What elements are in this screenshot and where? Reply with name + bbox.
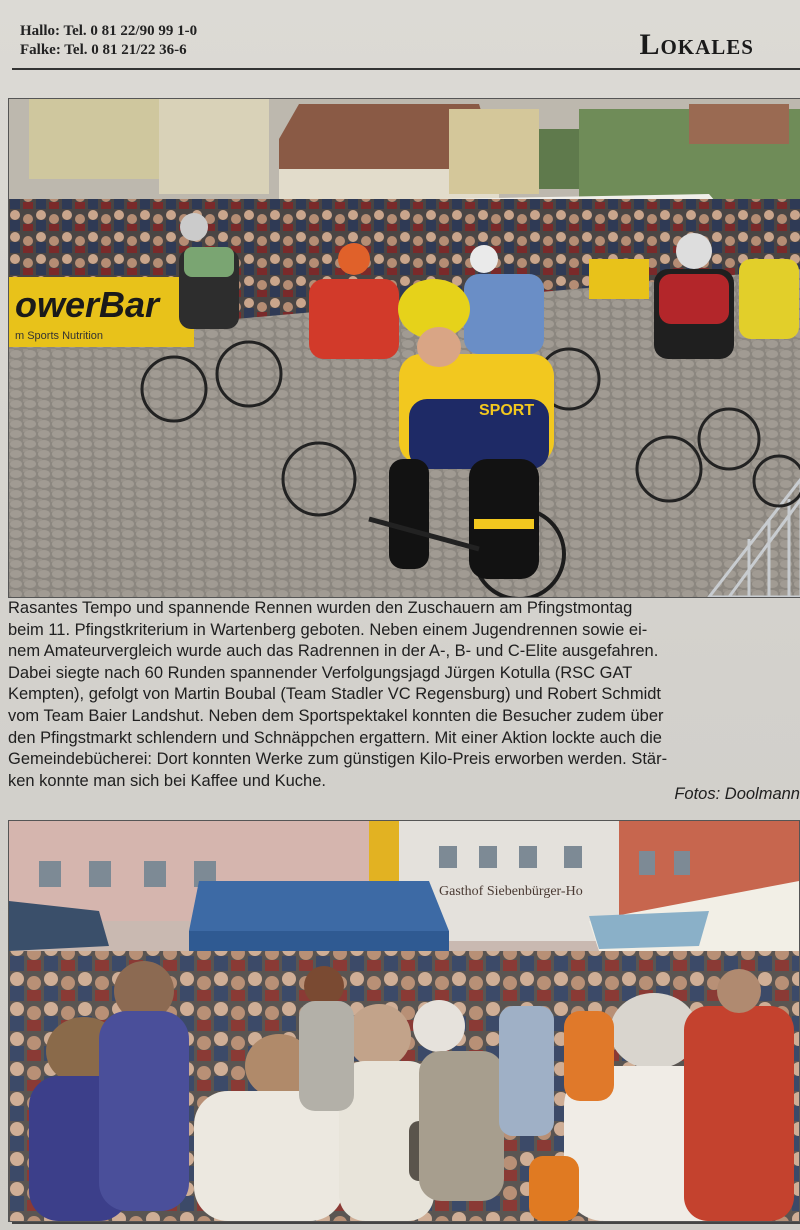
banner-subtext: m Sports Nutrition <box>15 330 104 342</box>
caption-line: Dabei siegte nach 60 Runden spannender Verfolgungsjagd Jürgen Kotulla (RSC GAT <box>8 663 633 682</box>
market-crowd-image <box>9 821 799 1221</box>
caption-line: vom Team Baier Landshut. Neben dem Sportspektakel konnten die Besucher zudem über <box>8 706 664 725</box>
caption-line: Gemeindebücherei: Dort konnten Werke zum günstigen Kilo-Preis erworben werden. Stär- <box>8 750 668 769</box>
cycling-race-photo <box>8 98 800 598</box>
footer-rule <box>12 1222 800 1224</box>
jersey-text: SPORT <box>479 402 535 419</box>
caption-line: den Pfingstmarkt schlendern und Schnäppchen ergattern. Mit einer Aktion lockte auch die <box>8 728 662 747</box>
header-rule <box>12 68 800 70</box>
photo-credit: Fotos: Doolmann <box>674 785 800 803</box>
caption-line: Rasantes Tempo und spannende Rennen wurden den Zuschauern am Pfingstmontag <box>8 599 633 617</box>
caption-line: ken konnte man sich bei Kaffee und Kuche. <box>8 771 326 790</box>
gasthof-sign: Gasthof Siebenbürger-Ho <box>439 884 583 899</box>
cycling-race-image <box>9 99 800 597</box>
contact-line-2: Falke: Tel. 0 81 21/22 36-6 <box>20 42 187 58</box>
contact-line-1: Hallo: Tel. 0 81 22/90 99 1-0 <box>20 23 198 39</box>
photo-caption <box>8 598 800 792</box>
section-title: Lokales <box>639 28 754 61</box>
caption-line: nem Amateurvergleich wurde auch das Radrennen in der A-, B- und C-Elite ausgefahren. <box>8 642 659 661</box>
header-contact <box>20 22 197 60</box>
caption-line: Kempten), gefolgt von Martin Boubal (Team Stadler VC Regensburg) und Robert Schmidt <box>8 685 661 704</box>
caption-line: beim 11. Pfingstkriterium in Wartenberg geboten. Neben einem Jugendrennen sowie ei- <box>8 620 648 639</box>
banner-text: owerBar <box>15 284 160 325</box>
market-crowd-photo <box>8 820 800 1222</box>
